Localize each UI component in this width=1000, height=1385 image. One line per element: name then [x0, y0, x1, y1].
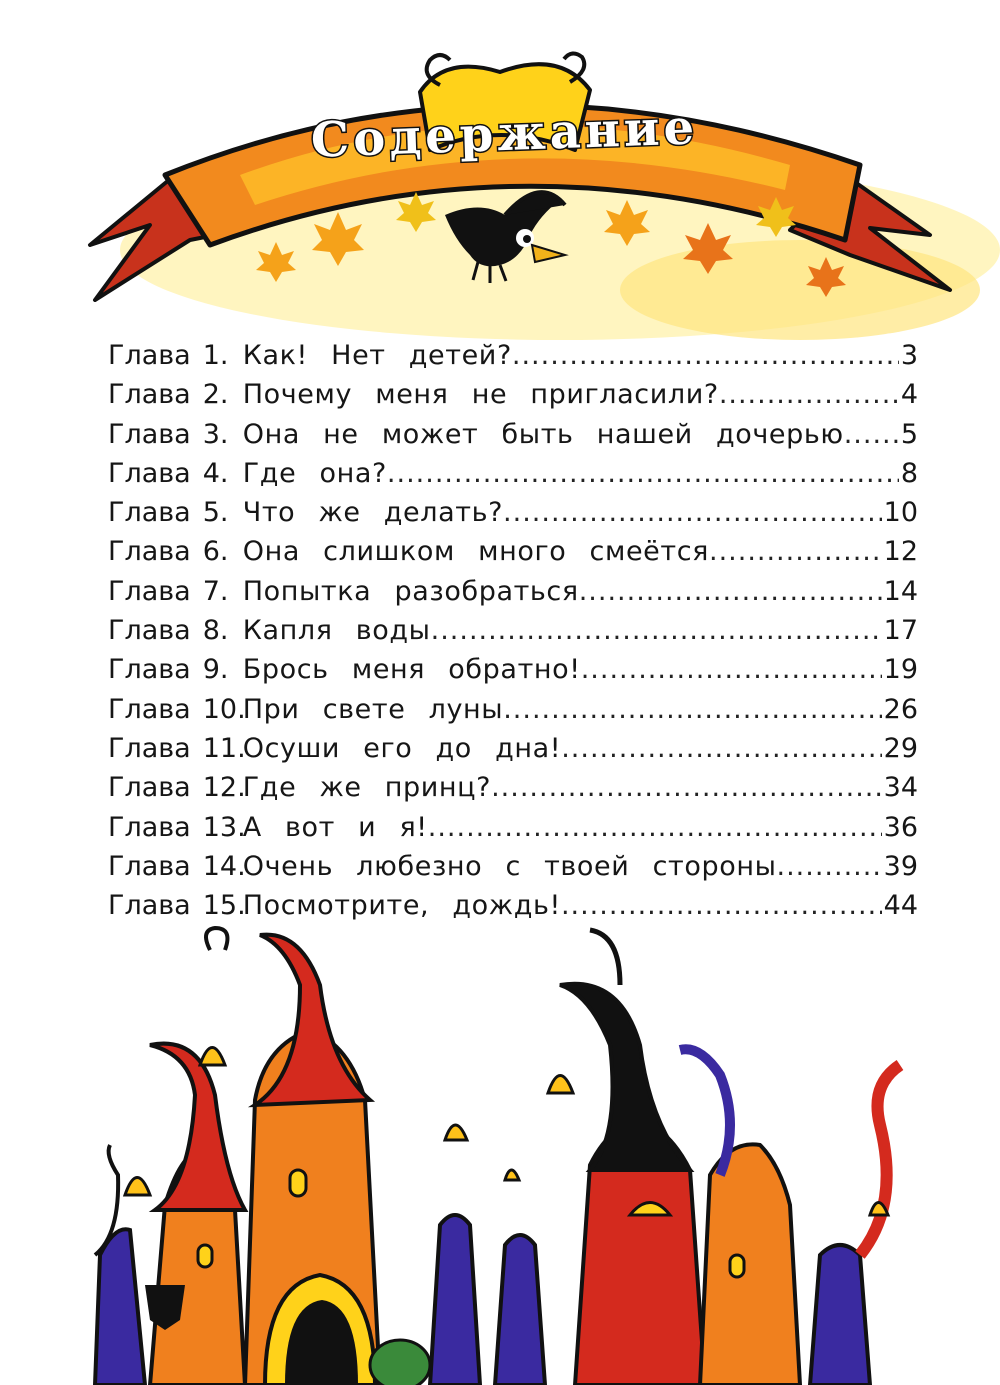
page-number: 17 [883, 615, 918, 647]
dot-leader [512, 336, 899, 375]
chapter-label: Глава [108, 811, 191, 843]
dot-leader [579, 572, 882, 611]
chapter-label: Глава [108, 379, 191, 411]
dot-leader [719, 375, 899, 414]
dot-leader [581, 650, 882, 689]
chapter-title: Что же делать? [242, 497, 504, 529]
page-number: 19 [883, 654, 918, 686]
chapter-number: 10. [202, 693, 246, 725]
chapter-title: При свете луны [242, 693, 504, 725]
toc-row[interactable] [108, 611, 918, 650]
chapter-title: Почему меня не пригласили? [242, 379, 719, 411]
table-of-contents [108, 336, 918, 925]
chapter-label: Глава [108, 693, 191, 725]
chapter-title: Попытка разобраться [242, 575, 579, 607]
chapter-title: Она не может быть нашей дочерью [242, 418, 844, 450]
page-number: 34 [883, 772, 918, 804]
dot-leader [503, 690, 881, 729]
page-number: 3 [900, 340, 918, 371]
dot-leader [428, 808, 882, 847]
chapter-title: А вот и я! [242, 811, 428, 843]
chapter-number: 7. [202, 575, 229, 607]
banner-title-layer [0, 0, 1000, 340]
chapter-title: Капля воды [242, 615, 431, 647]
dot-leader [709, 532, 882, 571]
chapter-number: 9. [202, 654, 229, 686]
chapter-title: Брось меня обратно! [242, 654, 581, 686]
chapter-number: 12. [202, 772, 246, 804]
chapter-number: 2. [202, 379, 229, 411]
page-number: 14 [883, 575, 918, 607]
chapter-label: Глава [108, 654, 191, 686]
page-number: 36 [883, 811, 918, 843]
toc-row[interactable] [108, 650, 918, 689]
chapter-label: Глава [108, 772, 191, 804]
chapter-number: 4. [202, 457, 229, 489]
chapter-number: 6. [202, 536, 229, 568]
dot-leader [491, 768, 882, 807]
chapter-title: Она слишком много смеётся [242, 536, 709, 568]
chapter-label: Глава [108, 615, 191, 647]
chapter-title: Очень любезно с твоей стороны [242, 850, 777, 882]
chapter-label: Глава [108, 497, 191, 529]
dot-leader [561, 886, 882, 925]
page-number: 39 [883, 850, 918, 882]
page-number: 26 [883, 693, 918, 725]
toc-row[interactable] [108, 886, 918, 925]
toc-row[interactable] [108, 808, 918, 847]
toc-row[interactable] [108, 375, 918, 414]
chapter-label: Глава [108, 418, 191, 450]
chapter-title: Осуши его до дна! [242, 732, 562, 764]
chapter-label: Глава [108, 575, 191, 607]
chapter-number: 5. [202, 497, 229, 529]
page-number: 12 [883, 536, 918, 568]
chapter-title: Где она? [242, 457, 387, 489]
toc-row[interactable] [108, 690, 918, 729]
chapter-title: Посмотрите, дождь! [242, 890, 561, 922]
toc-row[interactable] [108, 415, 918, 454]
chapter-label: Глава [108, 850, 191, 882]
toc-row[interactable] [108, 336, 918, 375]
chapter-number: 11. [202, 732, 246, 764]
chapter-title: Как! Нет детей? [242, 340, 512, 371]
chapter-number: 13. [202, 811, 246, 843]
dot-leader [431, 611, 882, 650]
chapter-label: Глава [108, 457, 191, 489]
chapter-title: Где же принц? [242, 772, 492, 804]
chapter-label: Глава [108, 536, 191, 568]
toc-row[interactable] [108, 493, 918, 532]
page-title: Содержание [310, 99, 699, 169]
chapter-label: Глава [108, 732, 191, 764]
chapter-number: 14. [202, 850, 246, 882]
chapter-label: Глава [108, 340, 191, 371]
page-number: 5 [900, 418, 918, 450]
chapter-number: 3. [202, 418, 229, 450]
toc-row[interactable] [108, 454, 918, 493]
page-number: 29 [883, 732, 918, 764]
toc-row[interactable] [108, 768, 918, 807]
page-number: 8 [900, 457, 918, 489]
chapter-label: Глава [108, 890, 191, 922]
dot-leader [503, 493, 882, 532]
dot-leader [561, 729, 881, 768]
chapter-number: 8. [202, 615, 229, 647]
toc-row[interactable] [108, 729, 918, 768]
page-number: 44 [883, 890, 918, 922]
dot-leader [844, 415, 899, 454]
dot-leader [777, 847, 882, 886]
toc-row[interactable] [108, 847, 918, 886]
chapter-number: 1. [202, 340, 229, 371]
castle-illustration [0, 925, 1000, 1385]
dot-leader [387, 454, 899, 493]
chapter-number: 15. [202, 890, 246, 922]
toc-row[interactable] [108, 572, 918, 611]
toc-row[interactable] [108, 532, 918, 571]
page-number: 4 [900, 379, 918, 411]
page-number: 10 [883, 497, 918, 529]
